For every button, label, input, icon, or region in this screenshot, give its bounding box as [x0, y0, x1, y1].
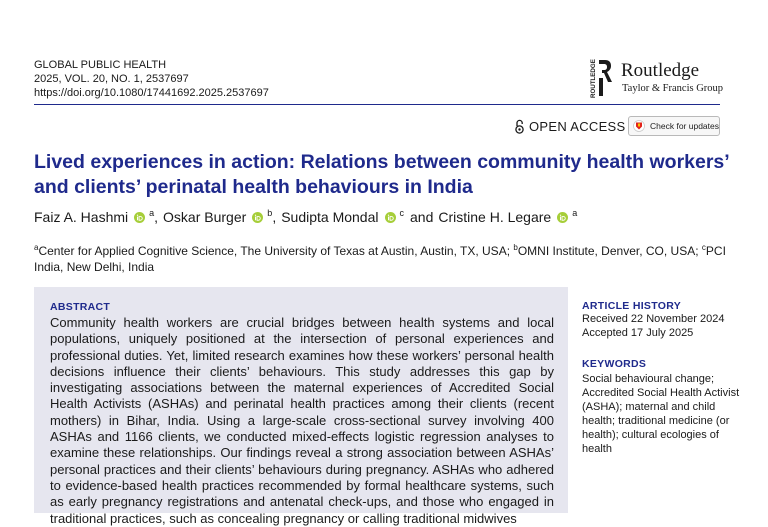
keywords-heading: KEYWORDS: [582, 358, 647, 370]
author-separator: ,: [272, 209, 277, 225]
abstract-text: Community health workers are crucial bridges between health systems and local populations, uniquely positioned at the intersection of personal experiences and professional duties. Yet, limited research examines how these workers’ personal health decisions influence their clients’ behaviours. This study addresses this gap by investigating associations between the maternal experiences of Accredited Social Health Activists (ASHAs) and perinatal health practices among their clients (recent mothers) in Bihar, India. Using a large-scale cross-sectional survey involving 400 ASHAs and 1166 clients, we conducted mixed-effects logistic regression analyses to examine these relationships. Our findings reveal a strong association between ASHAs’ personal practices and their clients’ behaviours during pregnancy. ASHAs who adhered to evidence-based health practices recommended by formal healthcare systems, such as early pregnancy registrations and antenatal check-ups, and those who engaged in traditional practices, such as concealing pregnancy or calling traditional midwives: [50, 315, 554, 526]
received-date: Received 22 November 2024: [582, 313, 725, 325]
affiliation-mark: c: [701, 243, 706, 252]
abstract-box: [34, 287, 568, 526]
author-affiliation-mark: a: [572, 208, 578, 218]
journal-name: GLOBAL PUBLIC HEALTH: [34, 59, 167, 71]
header-divider: [34, 104, 720, 105]
article-title: Lived experiences in action: Relations between community health workers’ and clients’ perinatal health behaviours in India: [34, 151, 729, 198]
routledge-logo-icon: [588, 58, 612, 98]
affiliation-text: Center for Applied Cognitive Science, The University of Texas at Austin, Austin, TX, USA;: [38, 244, 511, 258]
journal-meta: [34, 58, 269, 100]
author-name[interactable]: Oskar Burger: [163, 209, 247, 225]
author-name[interactable]: Faiz A. Hashmi: [34, 209, 129, 225]
journal-doi-link[interactable]: https://doi.org/10.1080/17441692.2025.2537697: [34, 87, 269, 99]
article-sidebar: [582, 300, 742, 456]
publisher-name: Routledge: [621, 60, 700, 81]
publisher-logo: [588, 58, 738, 98]
abstract-heading: ABSTRACT: [50, 301, 111, 313]
affiliation-mark: b: [513, 243, 518, 252]
author-4[interactable]: [438, 209, 577, 225]
author-separator: ,: [154, 209, 159, 225]
author-name[interactable]: Sudipta Mondal: [281, 209, 379, 225]
accepted-date: Accepted 17 July 2025: [582, 327, 694, 339]
orcid-icon[interactable]: [385, 212, 396, 223]
author-conjunction: and: [410, 209, 434, 225]
affiliation-mark: a: [34, 243, 39, 252]
author-affiliation-mark: a: [149, 208, 155, 218]
keywords-block: [582, 358, 742, 456]
journal-citation: 2025, VOL. 20, NO. 1, 2537697: [34, 73, 189, 85]
check-for-updates-label: Check for updates: [650, 121, 719, 131]
author-list: [34, 209, 577, 225]
keywords-text: Social behavioural change; Accredited Social Health Activist (ASHA); maternal and child health; traditional medicine (or health); cultural ecologies of health: [582, 373, 740, 455]
check-for-updates-button[interactable]: [628, 116, 720, 136]
author-affiliation-mark: b: [267, 208, 273, 218]
affiliation-text: PCI India, New Delhi, India: [34, 244, 726, 274]
author-3[interactable]: [281, 209, 404, 225]
author-name[interactable]: Cristine H. Legare: [438, 209, 552, 225]
open-access-label: OPEN ACCESS: [529, 119, 626, 134]
publisher-subtitle: Taylor & Francis Group: [622, 83, 724, 94]
affiliation-text: OMNI Institute, Denver, CO, USA;: [517, 244, 699, 258]
open-access-badge: [514, 119, 626, 134]
orcid-icon[interactable]: [134, 212, 145, 223]
author-1[interactable]: [34, 209, 154, 225]
affiliations: [34, 240, 734, 275]
orcid-icon[interactable]: [557, 212, 568, 223]
author-affiliation-mark: c: [399, 208, 404, 218]
orcid-icon[interactable]: [252, 212, 263, 223]
open-lock-icon: [514, 119, 525, 134]
publisher-side-mark: ROUTLEDGE: [590, 59, 597, 98]
article-history-heading: ARTICLE HISTORY: [582, 300, 682, 312]
author-2[interactable]: [163, 209, 272, 225]
crossmark-icon: [633, 120, 645, 132]
